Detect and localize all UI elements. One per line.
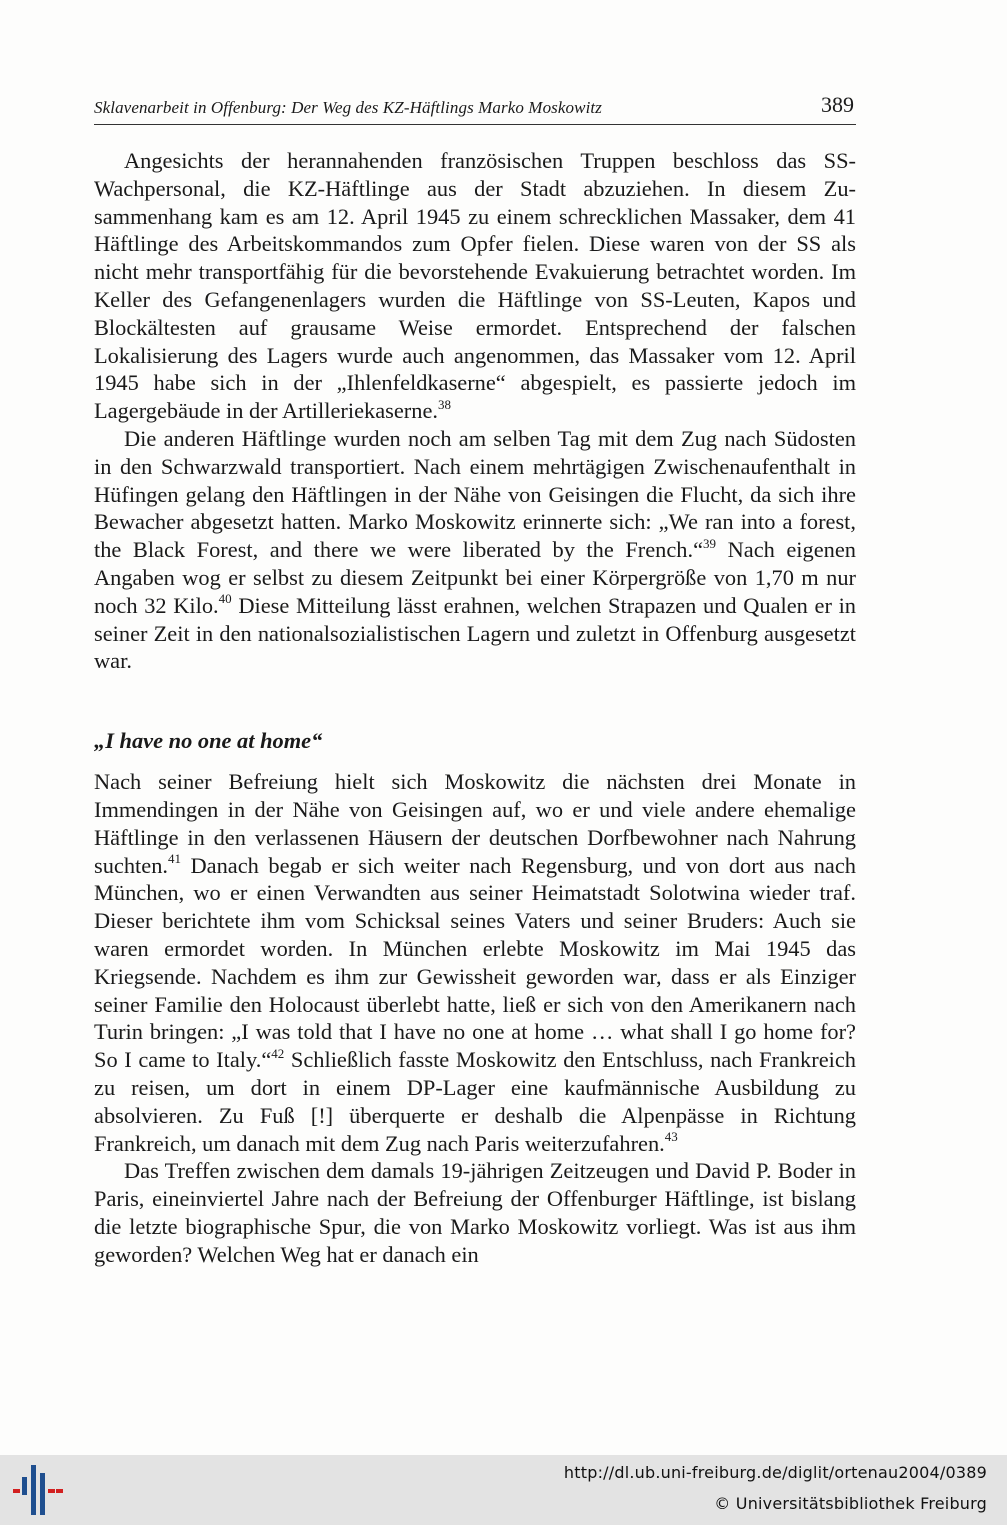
ub-freiburg-logo-icon[interactable] [12,1463,64,1517]
footnote-ref: 43 [664,1129,678,1145]
footnote-ref: 40 [218,591,232,607]
source-url-link[interactable]: http://dl.ub.uni-freiburg.de/diglit/ortenau2004/0389 [563,1463,987,1482]
section-heading: „I have no one at home“ [94,728,323,754]
paragraph-after-liberation [94,768,856,1157]
paragraph-text: Diese Mitteilung lässt erahnen, welchen Strapazen und Qualen er in seiner Zeit in den nationalsozialistischen Lagern und zuletzt in Offenburg ausgesetzt war. [94,592,856,674]
footnote-ref: 41 [168,851,181,867]
footnote-ref: 39 [703,535,717,551]
running-title: Sklavenarbeit in Offenburg: Der Weg des KZ-Häftlings Marko Moskowitz [94,98,602,117]
page-number: 389 [821,92,854,117]
paragraph-text: Nach eigenen Angaben wog er selbst zu diesem Zeitpunkt bei einer Körpergröße von 1,70 m nur noch 32 Kilo. [94,537,856,618]
paragraph-liberation [94,425,856,675]
footnote-ref: 42 [271,1045,285,1061]
paragraph-text: Schließlich fasste Moskowitz den Entschluss, nach Frankreich zu reisen, um dort in einem DP-Lager eine kaufmännische Ausbildung zu absolvieren. Zu Fuß [!] überquerte er deshalb die Alpenpässe in Richtung Frankreich, um danach mit dem Zug nach Paris weiterzufahren. [94,1047,856,1156]
paragraph-text: Die anderen Häftlinge wurden noch am selben Tag mit dem Zug nach Südosten in den Schwarzwald transportiert. Nach einem mehrtägigen Zwischenaufenthalt in Hüfingen gelang den Häftlingen in der Nähe von Geisingen die Flucht, da sich ihre Bewacher abgesetzt hatten. Marko Moskowitz erinnerte sich: „We ran into a forest, the Black Forest, and there we were liberated by the French.“ [94,425,856,563]
paragraph-boder-meeting [94,1157,856,1268]
copyright-notice: © Universitätsbibliothek Freiburg [714,1494,987,1513]
footnote-ref: 38 [438,396,451,412]
running-header [94,92,856,125]
paragraph-text: Nach seiner Befreiung hielt sich Moskowitz die nächsten drei Monate in Immendingen in der Nähe von Geisingen auf, wo er und viele andere ehemalige Häftlinge in den verlassenen Häusern der deutschen Dorfbewohner nach Nahrung suchten. [94,769,856,878]
paragraph-text: Angesichts der herannahenden französischen Truppen beschloss das SS-Wachpersonal, die KZ-Häftlinge aus der Stadt abzuziehen. In diesem Zusammenhang kam es am 12. April 1945 zu einem schrecklichen Massaker, dem 41 Häftlinge des Arbeitskommandos zum Opfer fielen. Diese waren von der SS als nicht mehr transportfähig für die bevorstehende Evakuierung betrachtet worden. Im Keller des Gefangenenlagers wurden die Häftlinge von SS-Leuten, Kapos und Blockältesten auf grausame Weise ermordet. Entsprechend der falschen Lokalisierung des Lagers wurde auch angenommen, das Massaker vom 12. April 1945 habe sich in der „Ihlenfeldkaserne“ abgespielt, es passierte jedoch im Lagergebäude in der Artilleriekaserne. [94,148,856,424]
paragraph-text: Danach begab er sich weiter nach Regensburg, und von dort aus nach München, wo er einen Verwandten aus seiner Heimatstadt Solotwina wieder traf. Dieser berichtete ihm vom Schicksal seines Vaters und seiner Bruders: Auch sie waren ermordet worden. In München erlebte Moskowitz im Mai 1945 das Kriegsende. Nachdem es ihm zur Gewissheit geworden war, dass er als Einziger seiner Familie den Holocaust überlebt hatte, ließ er sich von den Amerikanern nach Turin bringen: „I was told that I have no one at home … what shall I go home for? So I came to Italy.“ [94,852,856,1073]
paragraph-text: Das Treffen zwischen dem damals 19-jährigen Zeitzeugen und David P. Boder in Paris, eineinviertel Jahre nach der Befreiung der Offenburger Häftlinge, ist bislang die letzte biographische Spur, die von Marko Moskowitz vorliegt. Was ist aus ihm geworden? Welchen Weg hat er danach ein [94,1158,856,1267]
body-text [94,147,856,1268]
footer-band [0,1455,1007,1525]
paragraph-massacre [94,147,856,425]
